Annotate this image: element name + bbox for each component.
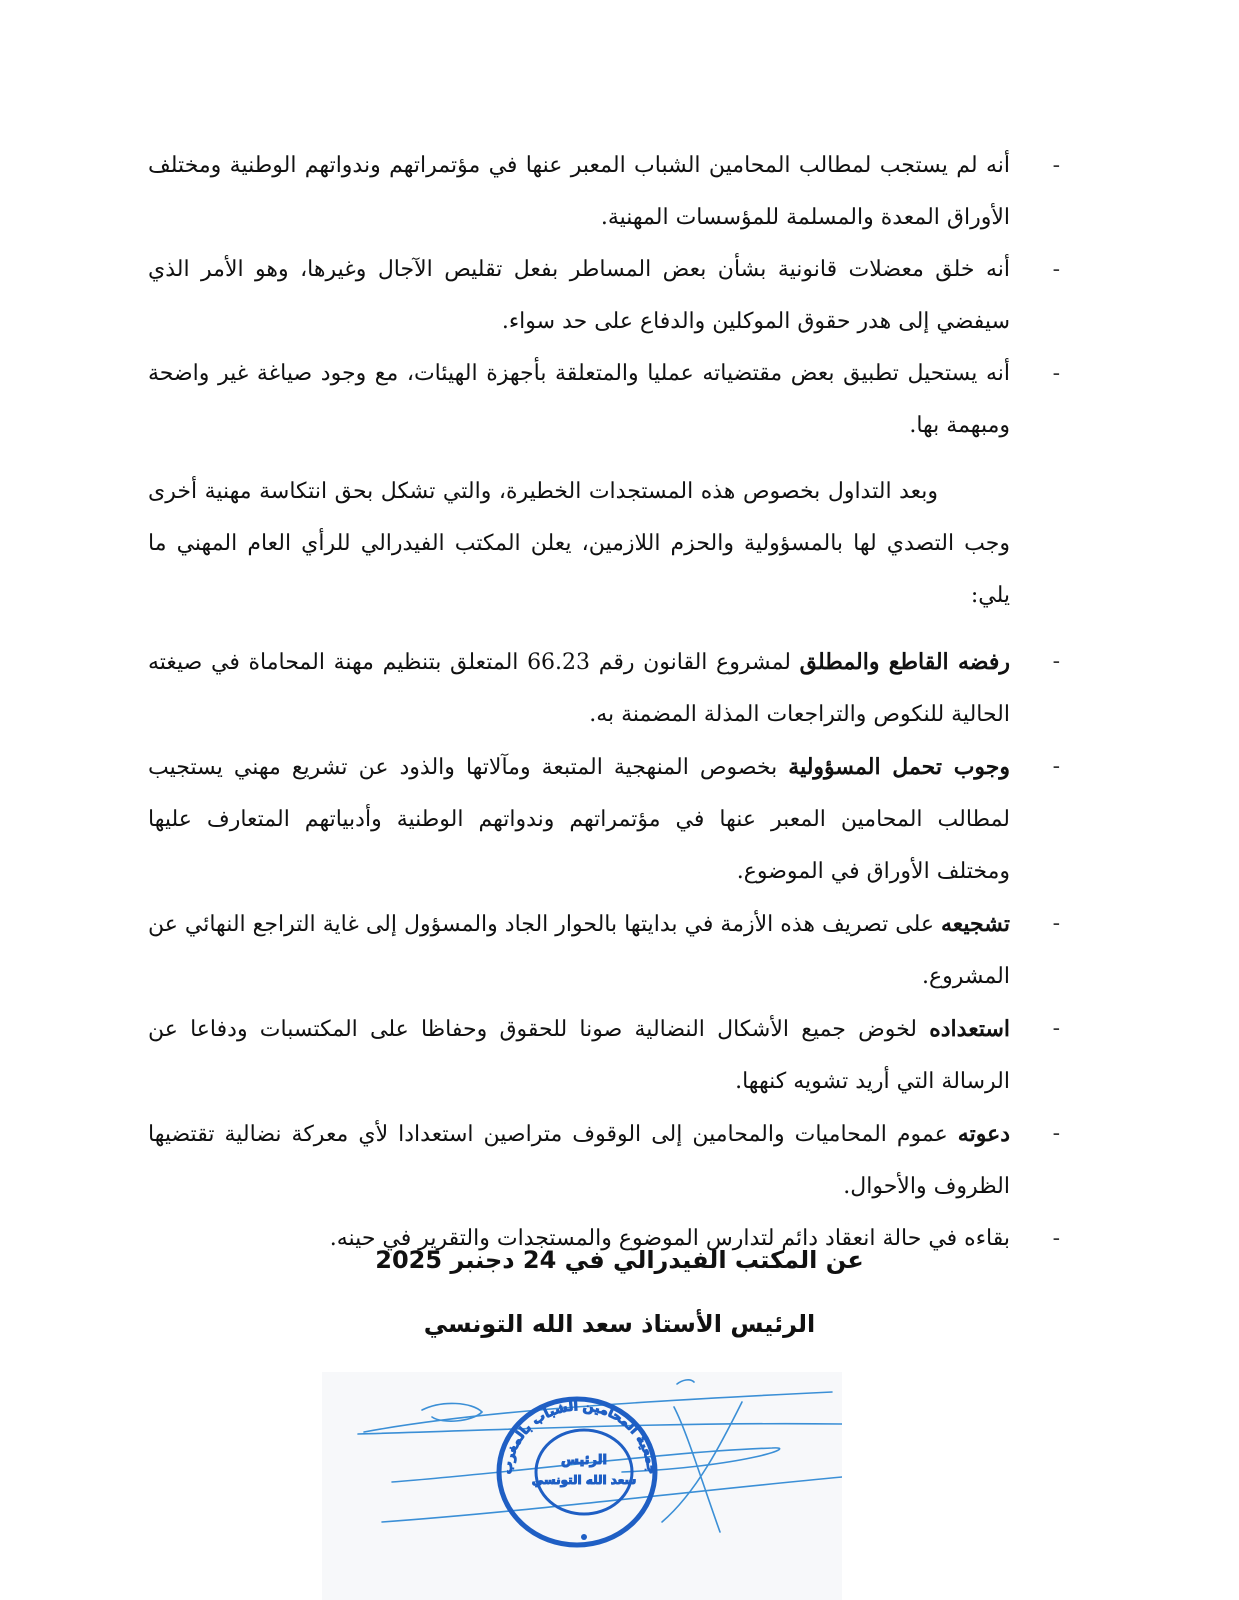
list-item-lead: رفضه القاطع والمطلق xyxy=(799,649,1010,675)
dash-bullet-icon: - xyxy=(1052,361,1060,386)
stamp-outer-text: جمعية المحامين الشباب بالمغرب xyxy=(500,1399,659,1475)
dash-bullet-icon: - xyxy=(1052,257,1060,282)
stamp-and-signature xyxy=(322,1372,842,1600)
deliberation-paragraph: وبعد التداول بخصوص هذه المستجدات الخطيرة، والتي تشكل بحق انتكاسة مهنية أخرى وجب التصدي لها بالمسؤولية والحزم اللازمين، يعلن المكتب الفيدرالي للرأي العام المهني ما يلي: xyxy=(148,479,1010,608)
dash-bullet-icon: - xyxy=(1052,649,1060,674)
list-item-lead: دعوته xyxy=(957,1121,1010,1147)
list-item-lead: وجوب تحمل المسؤولية xyxy=(788,754,1010,780)
list-item-text: لمشروع القانون رقم 66.23 المتعلق بتنظيم مهنة المحاماة في صيغته الحالية للنكوص والتراجعات المذلة المضمنة به. xyxy=(148,650,1010,727)
stamp-inner-line1: الرئيس xyxy=(561,1453,607,1468)
list-item xyxy=(148,741,1060,898)
list-item-text: أنه لم يستجب لمطالب المحامين الشباب المعبر عنها في مؤتمراتهم وندواتهم الوطنية ومختلف الأوراق المعدة والمسلمة للمؤسسات المهنية. xyxy=(148,153,1010,230)
list-item-text: على تصريف هذه الأزمة في بدايتها بالحوار الجاد والمسؤول إلى غاية التراجع النهائي عن المشروع. xyxy=(148,912,1010,989)
list-item-text: بخصوص المنهجية المتبعة ومآلاتها والذود عن تشريع مهني يستجيب لمطالب المحامين المعبر عنها في مؤتمراتهم وندواتهم الوطنية وأدبياتهم المتعارف عليها ومختلف الأوراق في الموضوع. xyxy=(148,755,1010,884)
list-item xyxy=(148,898,1060,1003)
signature-block xyxy=(0,1228,1239,1356)
dash-bullet-icon: - xyxy=(1052,911,1060,936)
objections-list xyxy=(148,140,1060,452)
list-item xyxy=(148,1003,1060,1108)
list-item-text: عموم المحاميات والمحامين إلى الوقوف متراصين استعدادا لأي معركة نضالية تقتضيها الظروف والأحوال. xyxy=(148,1122,1010,1199)
list-item-lead: تشجيعه xyxy=(941,911,1010,937)
dash-bullet-icon: - xyxy=(1052,1016,1060,1041)
stamp-inner-line2: سعد الله التونسي xyxy=(531,1473,637,1487)
list-item-lead: استعداده xyxy=(929,1016,1010,1042)
list-item-text: أنه يستحيل تطبيق بعض مقتضياته عمليا والمتعلقة بأجهزة الهيئات، مع وجود صياغة غير واضحة ومبهمة بها. xyxy=(148,361,1010,438)
list-item-text: أنه خلق معضلات قانونية بشأن بعض المساطر بفعل تقليص الآجال وغيرها، وهو الأمر الذي سيفضي إلى هدر حقوق الموكلين والدفاع على حد سواء. xyxy=(148,257,1010,334)
dash-bullet-icon: - xyxy=(1052,1121,1060,1146)
list-item xyxy=(148,348,1060,452)
list-item xyxy=(148,140,1060,244)
dash-bullet-icon: - xyxy=(1052,153,1060,178)
stamp-svg xyxy=(322,1372,842,1600)
list-item xyxy=(148,1108,1060,1213)
decisions-list xyxy=(148,636,1060,1265)
signatory-name: الرئيس الأستاذ سعد الله التونسي xyxy=(423,1310,816,1338)
signature-date-line: عن المكتب الفيدرالي في 24 دجنبر 2025 xyxy=(375,1246,864,1274)
list-item-text: بقاءه في حالة انعقاد دائم لتدارس الموضوع والمستجدات والتقرير في حينه. xyxy=(329,1226,1010,1251)
list-item xyxy=(148,244,1060,348)
document-body xyxy=(148,140,1060,1265)
list-item xyxy=(148,636,1060,741)
dash-bullet-icon: - xyxy=(1052,1226,1060,1251)
dash-bullet-icon: - xyxy=(1052,754,1060,779)
list-item-text: لخوض جميع الأشكال النضالية صونا للحقوق وحفاظا على المكتسبات ودفاعا عن الرسالة التي أريد تشويه كنهها. xyxy=(148,1017,1010,1094)
